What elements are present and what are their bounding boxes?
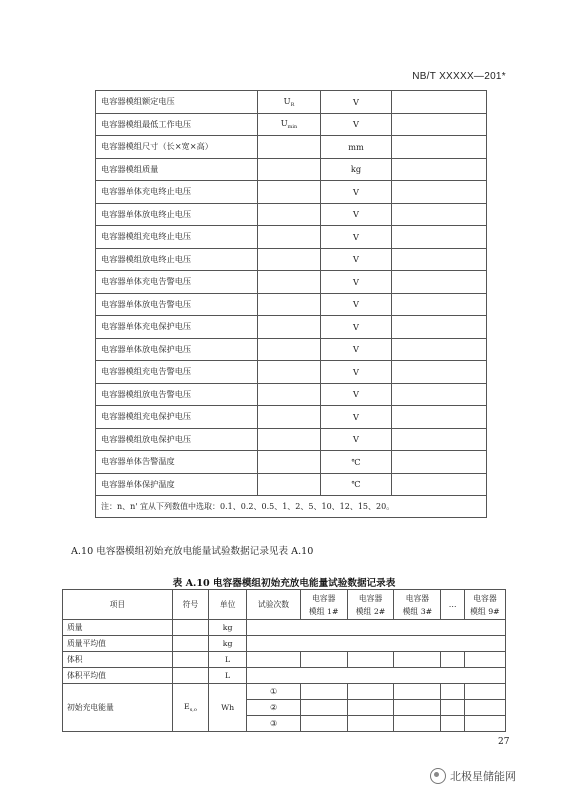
trial-number: ② — [247, 700, 301, 716]
param-value — [392, 136, 487, 159]
param-value — [392, 316, 487, 339]
param-unit: V — [321, 428, 392, 451]
row-label: 质量平均值 — [63, 636, 173, 652]
parameter-table — [95, 90, 487, 518]
table-row — [96, 226, 487, 249]
table-row — [96, 113, 487, 136]
header-module-9: 电容器 模组 9# — [464, 590, 505, 620]
table-row — [96, 91, 487, 114]
param-value — [392, 158, 487, 181]
param-symbol — [258, 158, 321, 181]
table-row — [96, 428, 487, 451]
param-name: 电容器模组放电终止电压 — [96, 248, 258, 271]
header-unit: 单位 — [209, 590, 247, 620]
param-value — [392, 428, 487, 451]
param-symbol: $U_R$ — [258, 91, 321, 114]
param-name: 电容器单体放电告警电压 — [96, 293, 258, 316]
table-row — [96, 473, 487, 496]
param-symbol — [258, 271, 321, 294]
table-row — [96, 338, 487, 361]
param-value — [392, 91, 487, 114]
param-unit: V — [321, 316, 392, 339]
param-name: 电容器模组充电告警电压 — [96, 361, 258, 384]
header-module-1: 电容器 模组 1# — [300, 590, 347, 620]
param-name: 电容器单体充电终止电压 — [96, 181, 258, 204]
table-row — [96, 406, 487, 429]
table-row — [96, 248, 487, 271]
table-row — [96, 271, 487, 294]
table-row — [96, 181, 487, 204]
energy-test-table — [62, 589, 506, 732]
param-unit: V — [321, 113, 392, 136]
standard-code: NB/T XXXXX—201* — [412, 71, 506, 82]
table-row — [63, 668, 506, 684]
param-symbol — [258, 428, 321, 451]
param-symbol — [258, 383, 321, 406]
param-value — [392, 451, 487, 474]
header-ellipsis: … — [441, 590, 465, 620]
param-value — [392, 248, 487, 271]
table-note: 注：n、n' 宜从下列数值中选取：0.1、0.2、0.5、1、2、5、10、12、15、20。 — [96, 496, 487, 518]
param-unit: mm — [321, 136, 392, 159]
param-unit: V — [321, 248, 392, 271]
row-unit: L — [209, 652, 247, 668]
param-symbol — [258, 338, 321, 361]
param-name: 电容器模组额定电压 — [96, 91, 258, 114]
param-name: 电容器模组充电保护电压 — [96, 406, 258, 429]
param-name: 电容器模组最低工作电压 — [96, 113, 258, 136]
param-value — [392, 383, 487, 406]
table-row — [96, 293, 487, 316]
table-row — [96, 383, 487, 406]
param-symbol — [258, 316, 321, 339]
watermark-text: 北极星储能网 — [450, 770, 516, 783]
param-value — [392, 203, 487, 226]
trial-number: ③ — [247, 716, 301, 732]
table-row — [96, 203, 487, 226]
param-value — [392, 473, 487, 496]
table-row — [63, 620, 506, 636]
param-unit: kg — [321, 158, 392, 181]
param-unit: V — [321, 293, 392, 316]
param-unit: V — [321, 361, 392, 384]
param-name: 电容器单体充电保护电压 — [96, 316, 258, 339]
table-caption: 表 A.10 电容器模组初始充放电能量试验数据记录表 — [172, 578, 396, 589]
row-unit: L — [209, 668, 247, 684]
table-row — [96, 451, 487, 474]
note-row — [96, 496, 487, 518]
param-unit: V — [321, 181, 392, 204]
header-symbol: 符号 — [172, 590, 208, 620]
param-value — [392, 226, 487, 249]
param-unit: V — [321, 271, 392, 294]
param-name: 电容器模组质量 — [96, 158, 258, 181]
param-symbol — [258, 361, 321, 384]
table-row — [96, 158, 487, 181]
wechat-logo-icon — [430, 768, 446, 784]
row-unit: kg — [209, 636, 247, 652]
page-number: 27 — [498, 737, 510, 747]
row-unit: Wh — [209, 684, 247, 732]
param-unit: V — [321, 226, 392, 249]
param-unit: ℃ — [321, 451, 392, 474]
param-name: 电容器单体放电保护电压 — [96, 338, 258, 361]
trial-number: ① — [247, 684, 301, 700]
row-label: 体积平均值 — [63, 668, 173, 684]
param-symbol — [258, 136, 321, 159]
param-unit: V — [321, 338, 392, 361]
param-symbol — [258, 293, 321, 316]
param-name: 电容器模组放电告警电压 — [96, 383, 258, 406]
param-value — [392, 361, 487, 384]
row-symbol: $E_{s,o}$ — [172, 684, 208, 732]
table-row — [96, 136, 487, 159]
param-name: 电容器单体放电终止电压 — [96, 203, 258, 226]
table-row — [63, 636, 506, 652]
section-paragraph: A.10 电容器模组初始充放电能量试验数据记录见表 A.10 — [71, 546, 314, 557]
param-name: 电容器单体告警温度 — [96, 451, 258, 474]
param-unit: V — [321, 383, 392, 406]
header-module-3: 电容器 模组 3# — [394, 590, 441, 620]
param-value — [392, 406, 487, 429]
header-row — [63, 590, 506, 620]
param-symbol — [258, 181, 321, 204]
row-label: 体积 — [63, 652, 173, 668]
param-symbol: $U_{min}$ — [258, 113, 321, 136]
row-label: 质量 — [63, 620, 173, 636]
param-value — [392, 293, 487, 316]
param-symbol — [258, 248, 321, 271]
param-name: 电容器单体充电告警电压 — [96, 271, 258, 294]
param-unit: V — [321, 91, 392, 114]
param-symbol — [258, 203, 321, 226]
param-value — [392, 113, 487, 136]
table-row — [96, 361, 487, 384]
watermark — [430, 768, 516, 784]
param-name: 电容器模组尺寸（长×宽×高） — [96, 136, 258, 159]
table-row — [63, 684, 506, 700]
table-row — [63, 652, 506, 668]
param-symbol — [258, 473, 321, 496]
param-symbol — [258, 406, 321, 429]
param-unit: V — [321, 203, 392, 226]
param-name: 电容器模组充电终止电压 — [96, 226, 258, 249]
header-module-2: 电容器 模组 2# — [347, 590, 394, 620]
row-unit: kg — [209, 620, 247, 636]
param-unit: ℃ — [321, 473, 392, 496]
param-value — [392, 271, 487, 294]
table-row — [96, 316, 487, 339]
param-name: 电容器模组放电保护电压 — [96, 428, 258, 451]
param-value — [392, 338, 487, 361]
header-trials: 试验次数 — [247, 590, 301, 620]
row-label: 初始充电能量 — [63, 684, 173, 732]
header-item: 项目 — [63, 590, 173, 620]
param-unit: V — [321, 406, 392, 429]
param-value — [392, 181, 487, 204]
param-symbol — [258, 226, 321, 249]
param-name: 电容器单体保护温度 — [96, 473, 258, 496]
param-symbol — [258, 451, 321, 474]
